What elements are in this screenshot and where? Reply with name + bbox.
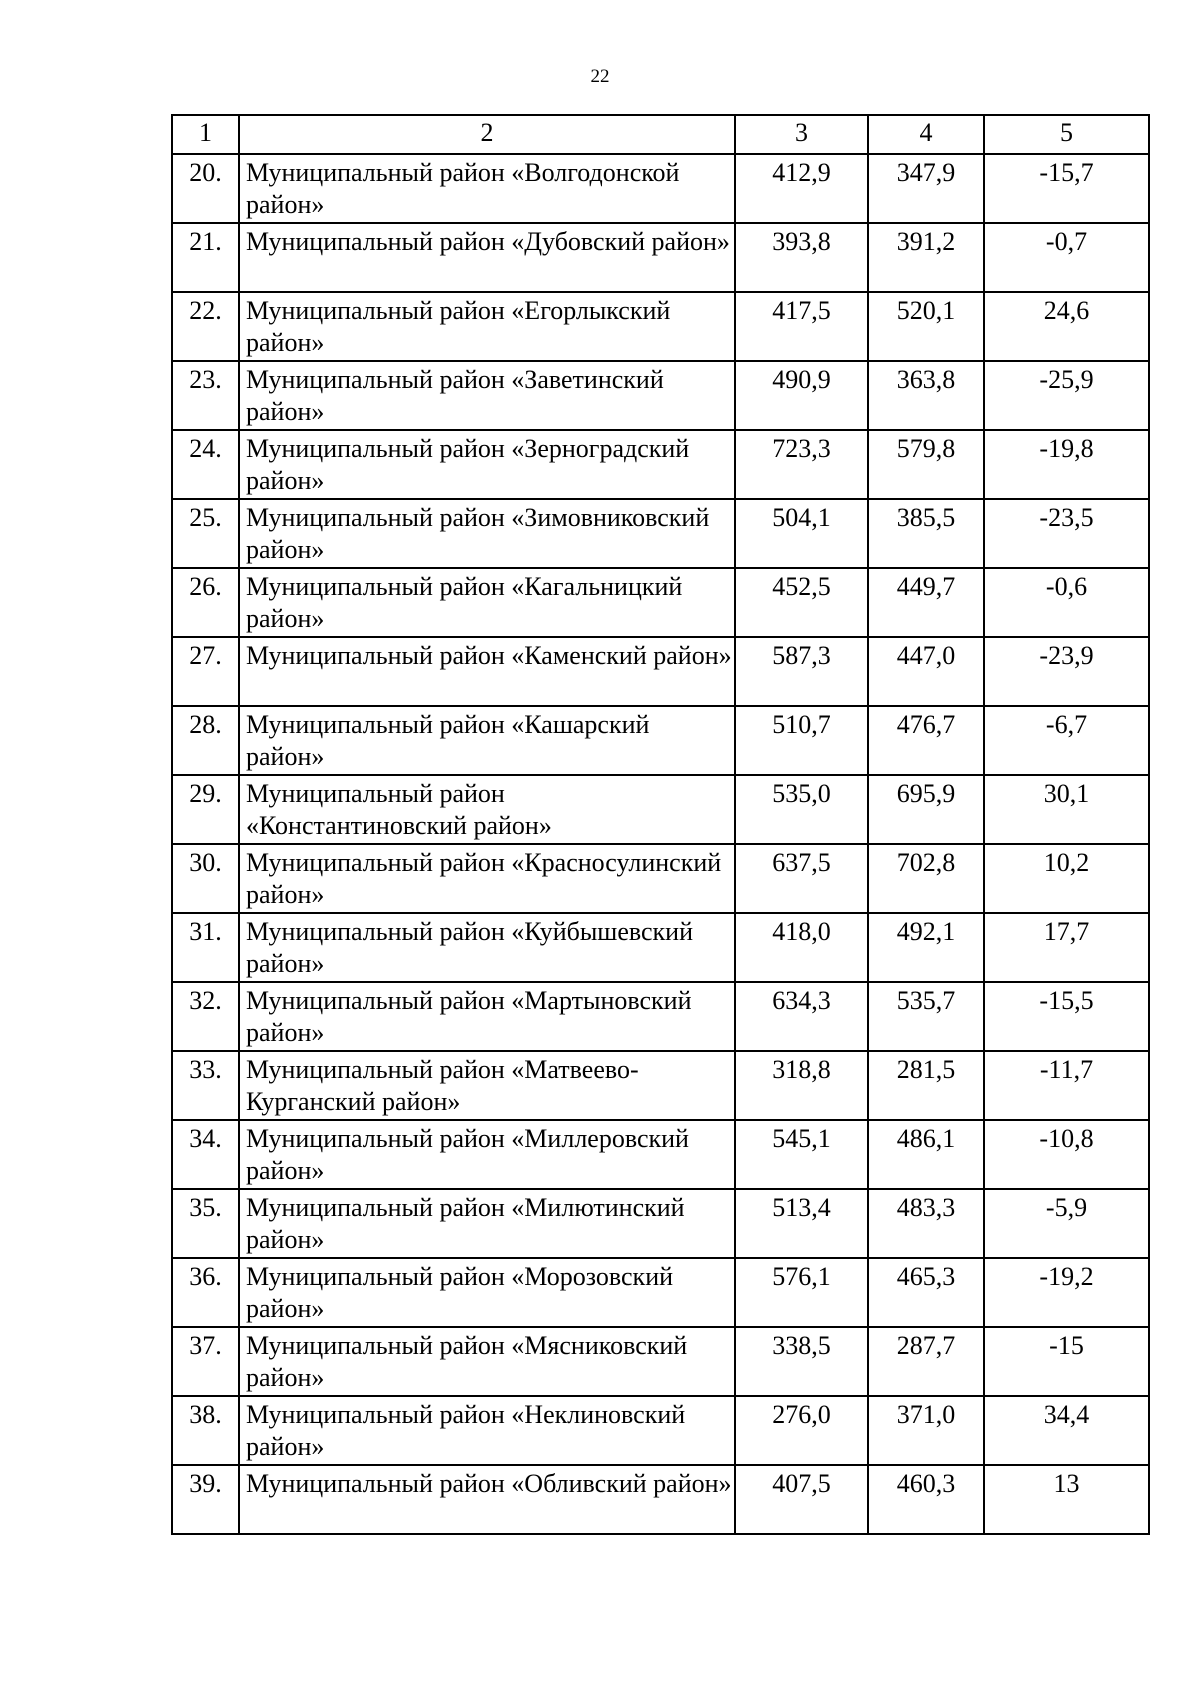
table-row [172,913,1149,982]
table-row [172,1051,1149,1120]
table-row [172,1120,1149,1189]
table-row [172,982,1149,1051]
column-header-5: 5 [984,115,1149,154]
column-3-value-cell: 318,8 [735,1051,868,1120]
column-3-value-cell: 417,5 [735,292,868,361]
table-row [172,1258,1149,1327]
column-header-1: 1 [172,115,239,154]
row-number-cell: 38. [172,1396,239,1465]
table-row [172,568,1149,637]
column-4-value-cell: 447,0 [868,637,984,706]
column-5-value-cell: -23,9 [984,637,1149,706]
column-4-value-cell: 520,1 [868,292,984,361]
row-number-cell: 37. [172,1327,239,1396]
municipality-name-cell: Муниципальный район «Мясниковский район» [239,1327,735,1396]
column-3-value-cell: 510,7 [735,706,868,775]
column-3-value-cell: 723,3 [735,430,868,499]
column-5-value-cell: -19,8 [984,430,1149,499]
row-number-cell: 35. [172,1189,239,1258]
table-row [172,1327,1149,1396]
column-4-value-cell: 702,8 [868,844,984,913]
column-5-value-cell: 30,1 [984,775,1149,844]
row-number-cell: 20. [172,154,239,223]
data-table [171,114,1150,1535]
table-row [172,292,1149,361]
column-5-value-cell: -5,9 [984,1189,1149,1258]
municipality-name-cell: Муниципальный район «Зимовниковский район» [239,499,735,568]
column-5-value-cell: -19,2 [984,1258,1149,1327]
column-5-value-cell: 24,6 [984,292,1149,361]
column-4-value-cell: 371,0 [868,1396,984,1465]
column-5-value-cell: 34,4 [984,1396,1149,1465]
column-4-value-cell: 385,5 [868,499,984,568]
municipality-name-cell: Муниципальный район «Матвеево-Курганский район» [239,1051,735,1120]
municipality-name-cell: Муниципальный район «Куйбышевский район» [239,913,735,982]
column-header-2: 2 [239,115,735,154]
column-5-value-cell: 10,2 [984,844,1149,913]
column-4-value-cell: 287,7 [868,1327,984,1396]
column-4-value-cell: 492,1 [868,913,984,982]
table-row [172,1189,1149,1258]
column-5-value-cell: -15 [984,1327,1149,1396]
column-3-value-cell: 276,0 [735,1396,868,1465]
column-3-value-cell: 393,8 [735,223,868,292]
row-number-cell: 22. [172,292,239,361]
column-5-value-cell: -11,7 [984,1051,1149,1120]
page-number: 22 [590,66,610,87]
column-3-value-cell: 513,4 [735,1189,868,1258]
column-4-value-cell: 391,2 [868,223,984,292]
column-3-value-cell: 576,1 [735,1258,868,1327]
column-3-value-cell: 634,3 [735,982,868,1051]
row-number-cell: 30. [172,844,239,913]
column-3-value-cell: 504,1 [735,499,868,568]
table-row [172,430,1149,499]
column-header-4: 4 [868,115,984,154]
row-number-cell: 34. [172,1120,239,1189]
column-4-value-cell: 695,9 [868,775,984,844]
row-number-cell: 28. [172,706,239,775]
column-3-value-cell: 490,9 [735,361,868,430]
municipality-name-cell: Муниципальный район «Дубовский район» [239,223,735,292]
column-4-value-cell: 449,7 [868,568,984,637]
column-4-value-cell: 465,3 [868,1258,984,1327]
municipality-name-cell: Муниципальный район «Красносулинский район» [239,844,735,913]
row-number-cell: 31. [172,913,239,982]
row-number-cell: 36. [172,1258,239,1327]
municipality-name-cell: Муниципальный район «Волгодонской район» [239,154,735,223]
row-number-cell: 39. [172,1465,239,1534]
municipality-name-cell: Муниципальный район «Кашарский район» [239,706,735,775]
row-number-cell: 25. [172,499,239,568]
column-4-value-cell: 363,8 [868,361,984,430]
municipality-name-cell: Муниципальный район «Заветинский район» [239,361,735,430]
row-number-cell: 23. [172,361,239,430]
table-row [172,637,1149,706]
table-row [172,499,1149,568]
column-3-value-cell: 338,5 [735,1327,868,1396]
municipality-name-cell: Муниципальный район «Неклиновский район» [239,1396,735,1465]
column-5-value-cell: -15,7 [984,154,1149,223]
column-4-value-cell: 476,7 [868,706,984,775]
column-4-value-cell: 281,5 [868,1051,984,1120]
column-5-value-cell: -0,6 [984,568,1149,637]
column-5-value-cell: -23,5 [984,499,1149,568]
municipality-name-cell: Муниципальный район «Зерноградский район» [239,430,735,499]
table-header-row [172,115,1149,154]
column-4-value-cell: 535,7 [868,982,984,1051]
column-4-value-cell: 347,9 [868,154,984,223]
column-5-value-cell: -10,8 [984,1120,1149,1189]
table-row [172,706,1149,775]
column-3-value-cell: 535,0 [735,775,868,844]
row-number-cell: 26. [172,568,239,637]
municipality-name-cell: Муниципальный район «Каменский район» [239,637,735,706]
row-number-cell: 24. [172,430,239,499]
column-5-value-cell: 17,7 [984,913,1149,982]
municipality-name-cell: Муниципальный район «Кагальницкий район» [239,568,735,637]
column-4-value-cell: 579,8 [868,430,984,499]
municipality-name-cell: Муниципальный район «Миллеровский район» [239,1120,735,1189]
municipality-name-cell: Муниципальный район «Мартыновский район» [239,982,735,1051]
table-row [172,361,1149,430]
row-number-cell: 21. [172,223,239,292]
column-5-value-cell: 13 [984,1465,1149,1534]
column-3-value-cell: 418,0 [735,913,868,982]
column-4-value-cell: 460,3 [868,1465,984,1534]
column-3-value-cell: 587,3 [735,637,868,706]
column-3-value-cell: 452,5 [735,568,868,637]
table-row [172,1465,1149,1534]
column-5-value-cell: -0,7 [984,223,1149,292]
municipality-name-cell: Муниципальный район «Морозовский район» [239,1258,735,1327]
municipality-name-cell: Муниципальный район «Обливский район» [239,1465,735,1534]
row-number-cell: 29. [172,775,239,844]
row-number-cell: 32. [172,982,239,1051]
table-row [172,844,1149,913]
column-5-value-cell: -6,7 [984,706,1149,775]
column-header-3: 3 [735,115,868,154]
column-3-value-cell: 545,1 [735,1120,868,1189]
column-3-value-cell: 407,5 [735,1465,868,1534]
row-number-cell: 33. [172,1051,239,1120]
row-number-cell: 27. [172,637,239,706]
table-row [172,223,1149,292]
municipality-name-cell: Муниципальный район «Егорлыкский район» [239,292,735,361]
municipality-name-cell: Муниципальный район «Милютинский район» [239,1189,735,1258]
column-4-value-cell: 486,1 [868,1120,984,1189]
table-row [172,1396,1149,1465]
column-4-value-cell: 483,3 [868,1189,984,1258]
municipality-name-cell: Муниципальный район «Константиновский район» [239,775,735,844]
column-5-value-cell: -15,5 [984,982,1149,1051]
column-3-value-cell: 637,5 [735,844,868,913]
table-row [172,154,1149,223]
table-row [172,775,1149,844]
column-3-value-cell: 412,9 [735,154,868,223]
column-5-value-cell: -25,9 [984,361,1149,430]
